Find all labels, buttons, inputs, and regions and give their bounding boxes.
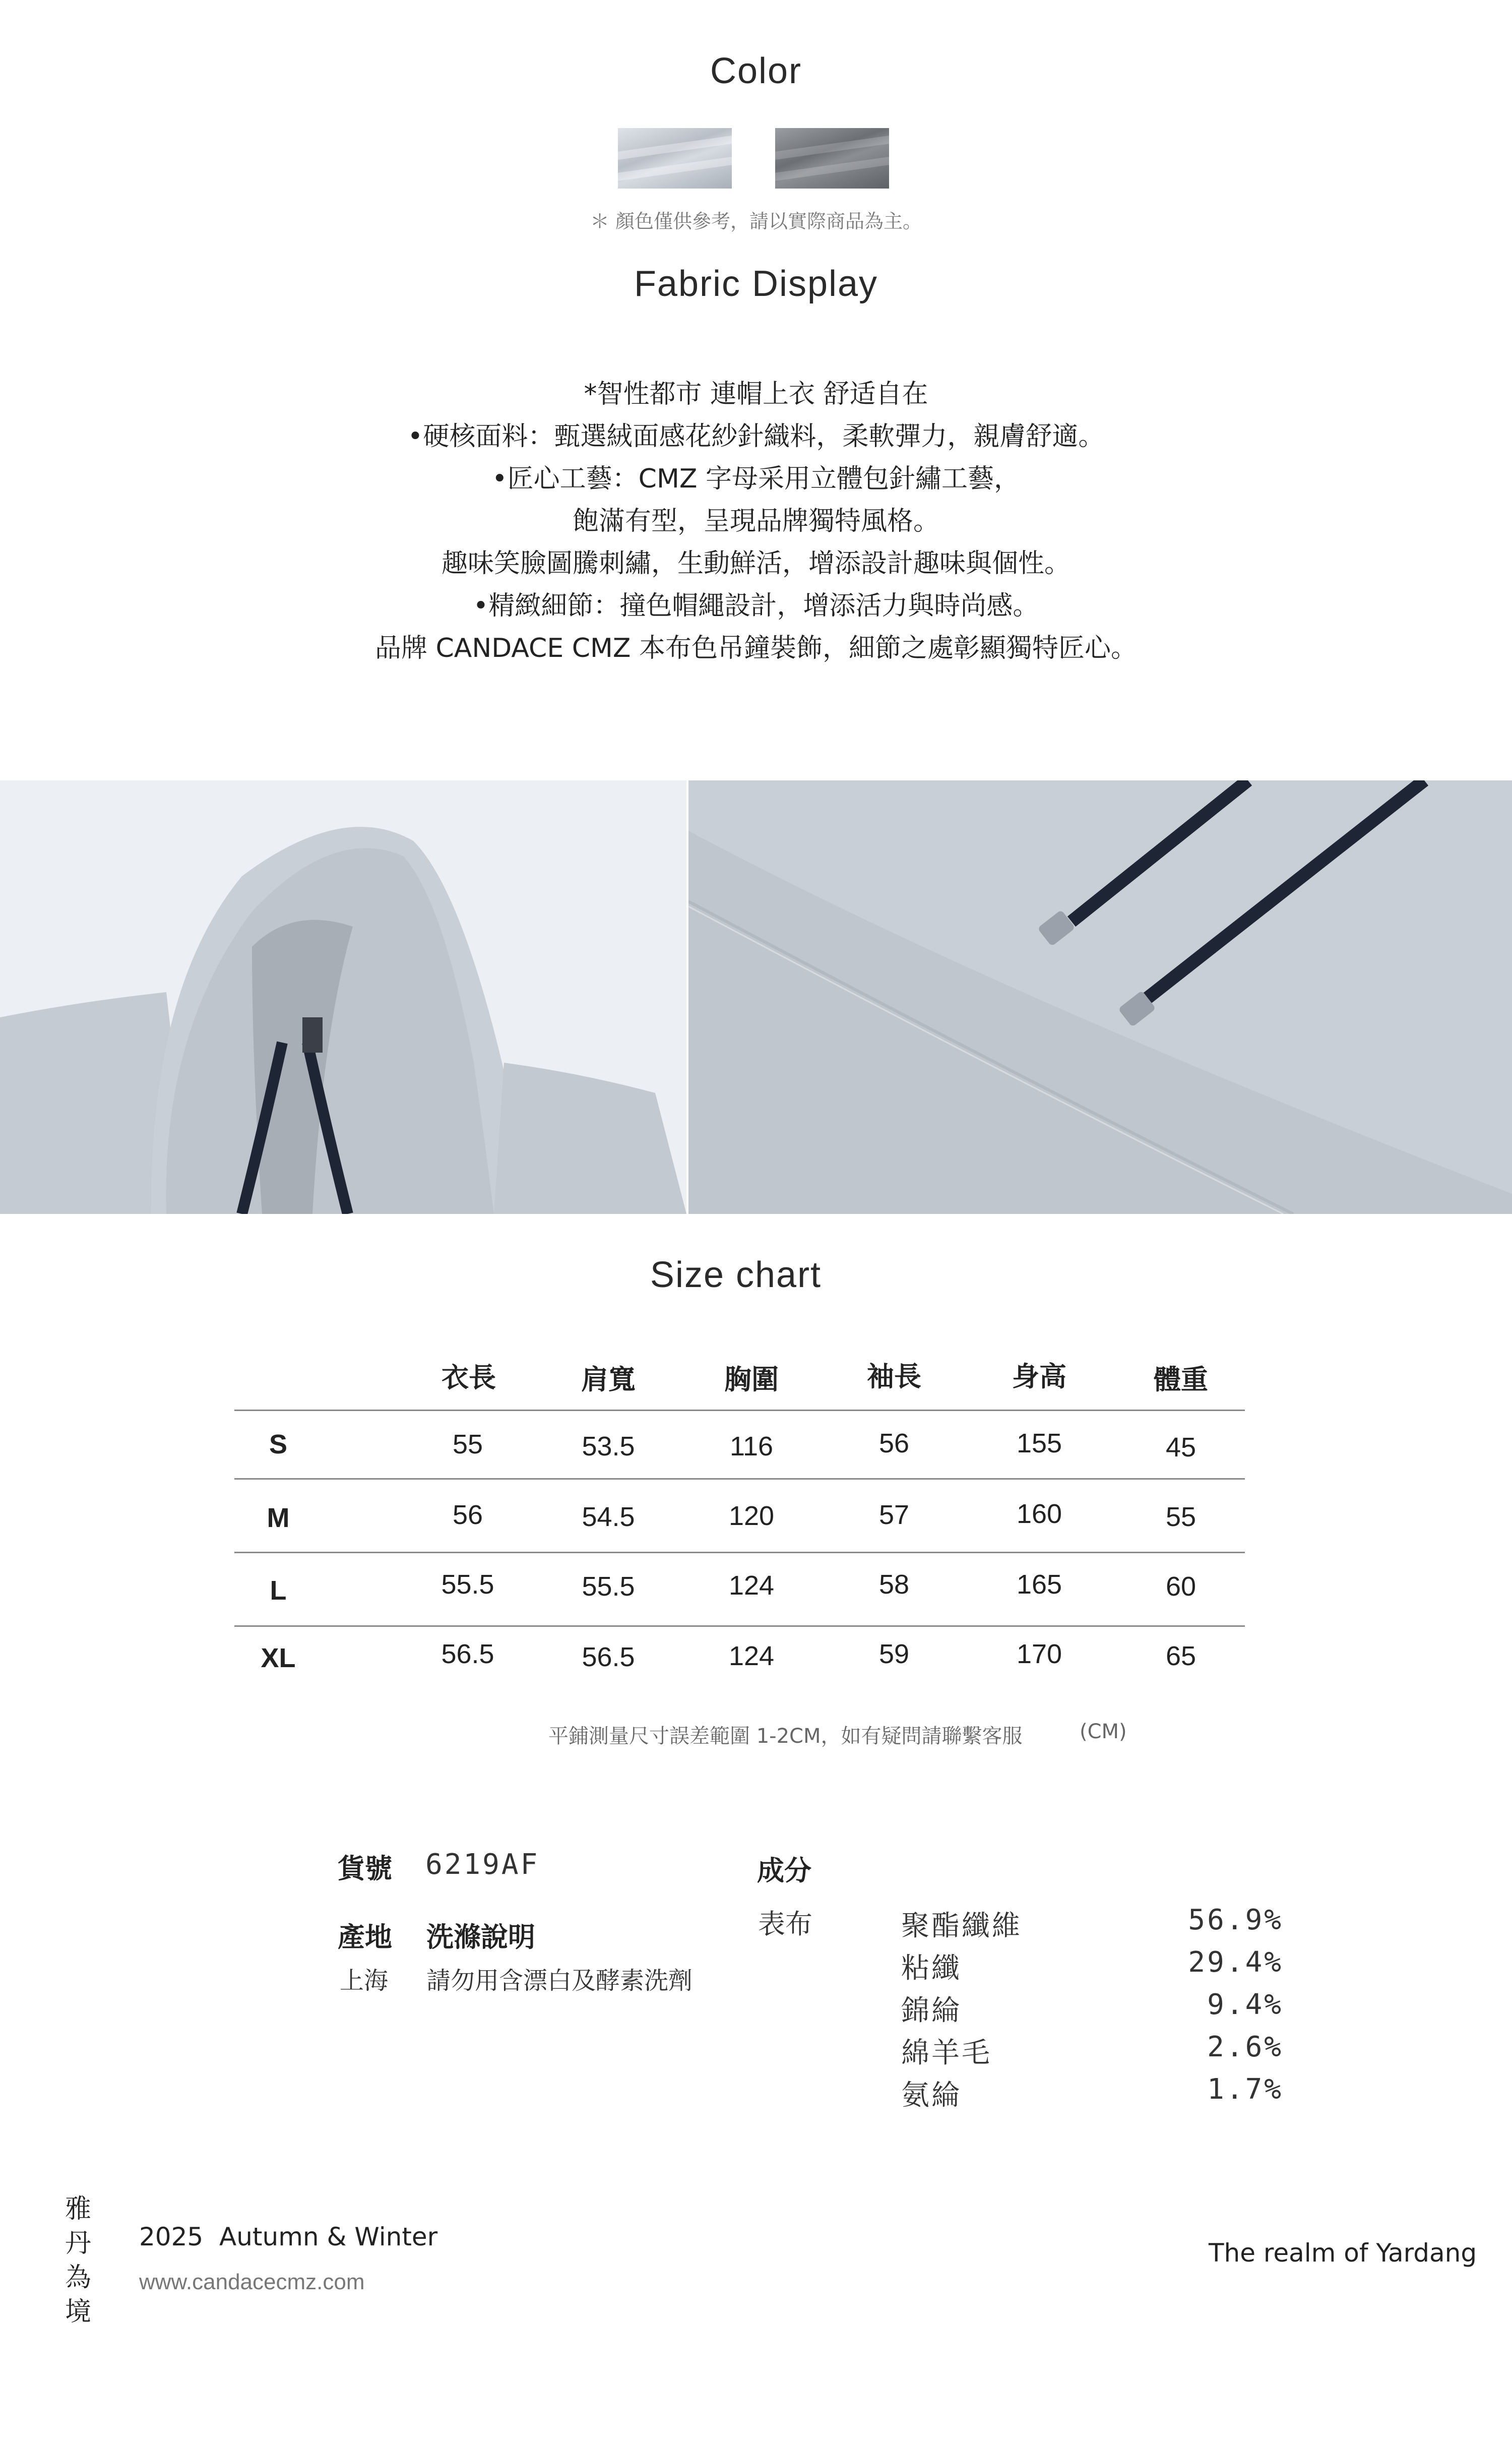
- composition-name: 粘纖: [901, 1952, 962, 1985]
- table-cell: 60: [1165, 1571, 1196, 1602]
- size-label: XL: [261, 1643, 296, 1673]
- table-cell: 160: [1016, 1499, 1062, 1529]
- col-header: 肩寬: [581, 1364, 636, 1395]
- table-cell: 56.5: [441, 1639, 494, 1669]
- table-cell: 58: [878, 1569, 910, 1600]
- table-cell: 56: [878, 1428, 910, 1458]
- table-cell: 56: [452, 1500, 483, 1530]
- size-label: S: [269, 1429, 288, 1459]
- table-divider: [234, 1478, 1245, 1480]
- composition-label: 成分: [757, 1855, 811, 1886]
- table-cell: 124: [728, 1641, 775, 1671]
- col-header: 袖長: [867, 1361, 921, 1392]
- table-cell: 124: [728, 1570, 775, 1601]
- composition-name: 聚酯纖維: [901, 1910, 1022, 1942]
- table-cell: 55.5: [441, 1569, 494, 1600]
- brand-char: 為: [65, 2263, 91, 2293]
- table-cell: 55.5: [582, 1571, 635, 1602]
- composition-value: 2.6%: [1207, 2031, 1283, 2063]
- fabric-description: [0, 373, 1512, 669]
- color-disclaimer: ＊ 顏色僅供參考，請以實際商品為主。: [590, 210, 922, 232]
- fabric-line: •匠心工藝：CMZ 字母采用立體包針繡工藝，: [492, 464, 1020, 494]
- table-cell: 165: [1016, 1569, 1062, 1600]
- fabric-line: 趣味笑臉圖騰刺繡，生動鮮活，增添設計趣味與個性。: [441, 548, 1070, 579]
- table-cell: 55: [1165, 1502, 1196, 1532]
- size-label: L: [270, 1575, 287, 1606]
- fabric-line: •精緻細節：撞色帽繩設計，增添活力與時尚感。: [473, 591, 1039, 621]
- sku-label: 貨號: [338, 1853, 392, 1884]
- table-cell: 54.5: [582, 1502, 635, 1532]
- table-divider: [234, 1552, 1245, 1553]
- size-chart-title: Size chart: [650, 1255, 822, 1295]
- table-cell: 57: [878, 1500, 910, 1530]
- hood-photo: [0, 780, 686, 1214]
- fabric-line: 飽滿有型，呈現品牌獨特風格。: [572, 506, 939, 536]
- col-header: 胸圍: [724, 1364, 779, 1395]
- composition-name: 綿羊毛: [901, 2037, 992, 2069]
- fabric-line: *智性都市 連帽上衣 舒适自在: [584, 379, 928, 409]
- col-header: 體重: [1154, 1364, 1208, 1395]
- size-label: M: [267, 1503, 290, 1533]
- composition-value: 1.7%: [1207, 2073, 1283, 2106]
- color-swatch-dark-gray[interactable]: [775, 128, 889, 189]
- fabric-title: Fabric Display: [634, 264, 878, 304]
- drawstring-photo: [688, 780, 1512, 1214]
- table-cell: 65: [1165, 1641, 1196, 1671]
- table-cell: 56.5: [582, 1642, 635, 1672]
- table-divider: [234, 1625, 1245, 1627]
- origin-label: 產地: [338, 1921, 392, 1953]
- color-title: Color: [710, 51, 802, 91]
- fabric-line: 品牌 CANDACE CMZ 本布色吊鐘裝飾，細節之處彰顯獨特匠心。: [374, 633, 1138, 663]
- brand-vertical-text: [60, 2192, 96, 2329]
- size-chart-note: 平鋪測量尺寸誤差範圍 1-2CM，如有疑問請聯繫客服: [548, 1725, 1023, 1748]
- brand-char: 丹: [65, 2228, 91, 2259]
- table-cell: 45: [1165, 1432, 1196, 1462]
- brand-tagline: The realm of Yardang: [1209, 2238, 1477, 2268]
- wash-value: 請勿用含漂白及酵素洗劑: [426, 1967, 693, 1995]
- table-divider: [234, 1410, 1245, 1411]
- color-swatch-light-gray[interactable]: [618, 128, 732, 189]
- origin-value: 上海: [340, 1967, 389, 1995]
- composition-name: 氨綸: [901, 2079, 962, 2112]
- fabric-line: •硬核面料：甄選絨面感花紗針織料，柔軟彈力，親膚舒適。: [407, 421, 1105, 452]
- website-link[interactable]: www.candacecmz.com: [139, 2270, 365, 2294]
- sku-value: 6219AF: [425, 1848, 540, 1881]
- brand-char: 雅: [65, 2194, 91, 2224]
- table-cell: 55: [452, 1429, 483, 1459]
- brand-char: 境: [65, 2297, 91, 2327]
- table-cell: 120: [728, 1501, 775, 1531]
- wash-label: 洗滌說明: [426, 1921, 535, 1953]
- table-cell: 59: [878, 1639, 910, 1669]
- size-chart-unit: (CM): [1080, 1720, 1127, 1743]
- table-cell: 53.5: [582, 1431, 635, 1461]
- composition-value: 9.4%: [1207, 1988, 1283, 2021]
- season-text: 2025 Autumn & Winter: [139, 2222, 438, 2251]
- composition-name: 錦綸: [901, 1994, 962, 2027]
- composition-part: 表布: [758, 1908, 812, 1940]
- table-cell: 116: [729, 1431, 774, 1461]
- col-header: 身高: [1012, 1361, 1066, 1392]
- col-header: 衣長: [442, 1362, 496, 1393]
- table-cell: 155: [1016, 1428, 1062, 1458]
- table-cell: 170: [1016, 1639, 1062, 1669]
- composition-value: 56.9%: [1188, 1904, 1283, 1936]
- composition-value: 29.4%: [1188, 1946, 1283, 1979]
